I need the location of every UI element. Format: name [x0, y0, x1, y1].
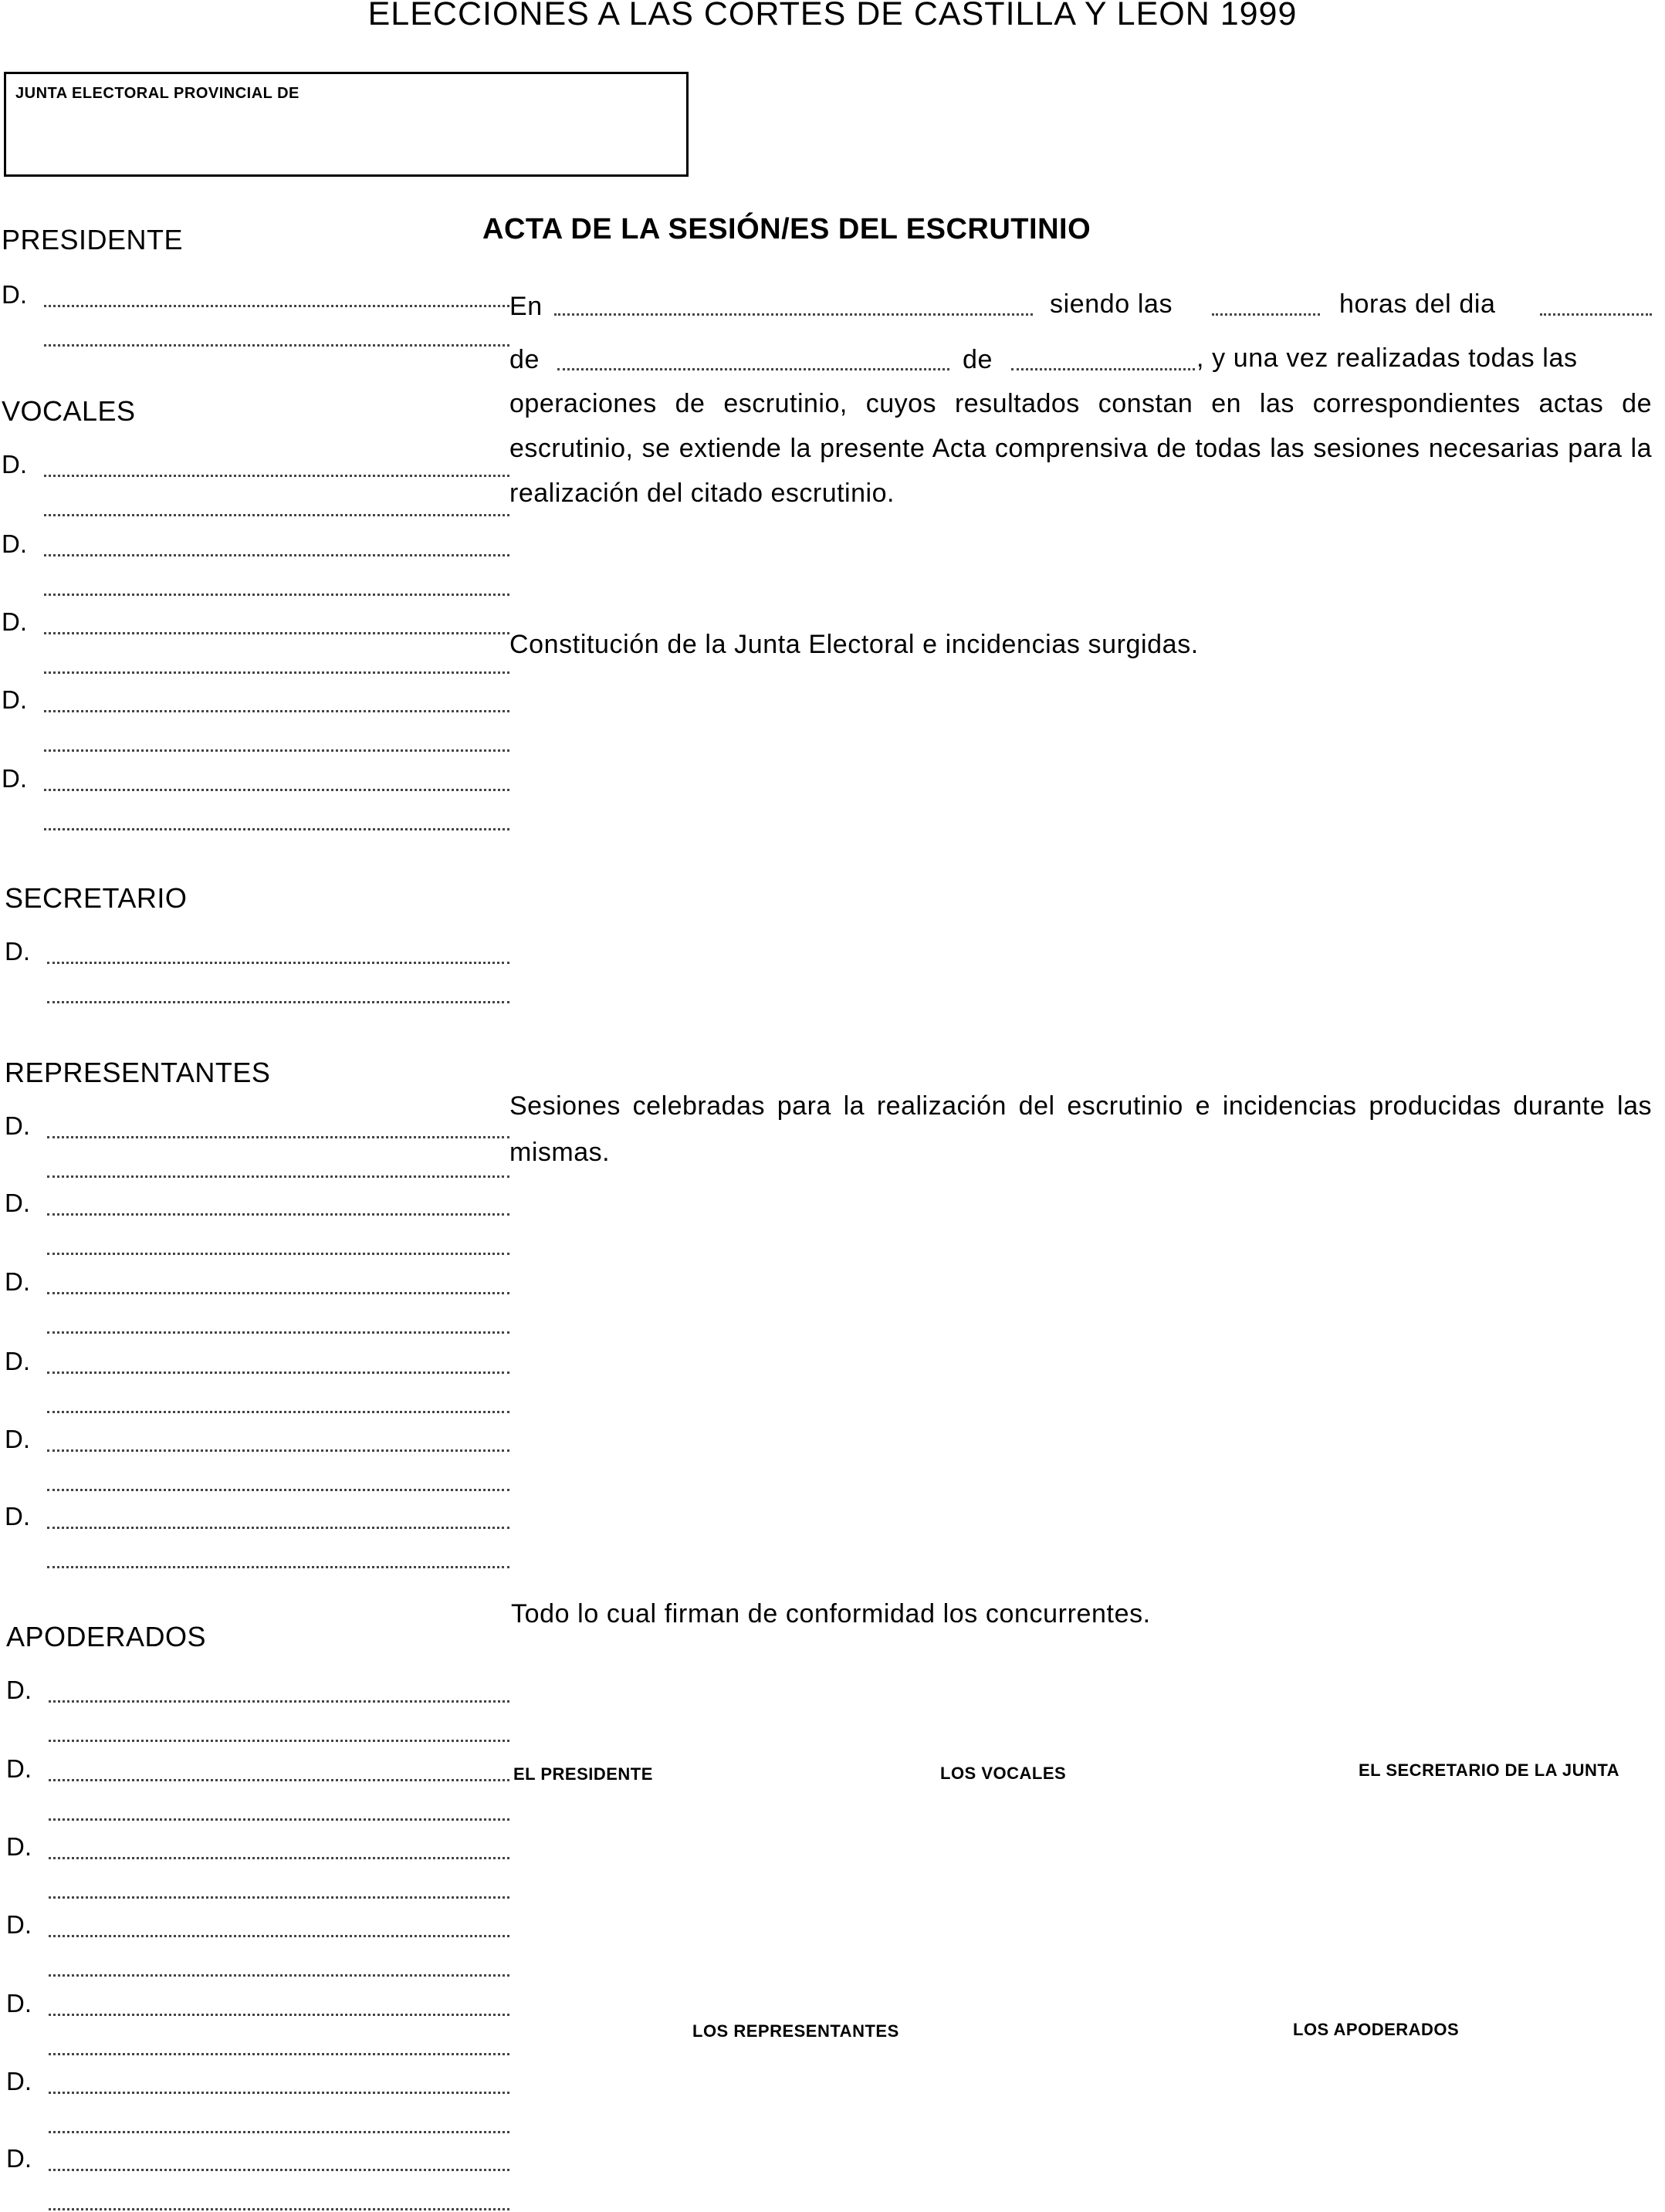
- realizadas-text: , y una vez realizadas todas las: [1196, 343, 1578, 373]
- apoderado-2-name-field-cont[interactable]: [49, 1818, 509, 1821]
- siendo-las-label: siendo las: [1050, 289, 1173, 319]
- apoderado-3-name-field-cont[interactable]: [49, 1896, 509, 1899]
- representante-3-name-field[interactable]: [47, 1292, 509, 1294]
- apoderado-6-name-field-cont[interactable]: [49, 2131, 509, 2133]
- apoderado-3-name-field[interactable]: [49, 1857, 509, 1859]
- vocal-3-name-field-cont[interactable]: [44, 671, 509, 674]
- representante-4-d-label: D.: [5, 1347, 30, 1375]
- apoderado-7-name-field[interactable]: [49, 2169, 509, 2171]
- presidente-heading: PRESIDENTE: [2, 224, 184, 255]
- apoderado-4-name-field-cont[interactable]: [49, 1974, 509, 1977]
- anio-field[interactable]: [1011, 368, 1195, 370]
- apoderado-6-d-label: D.: [6, 2067, 32, 2095]
- apoderado-5-name-field[interactable]: [49, 2014, 509, 2016]
- representante-5-name-field-cont[interactable]: [47, 1489, 509, 1491]
- apoderado-2-d-label: D.: [6, 1754, 32, 1783]
- vocal-3-d-label: D.: [2, 607, 27, 636]
- sig-presidente: EL PRESIDENTE: [513, 1764, 653, 1784]
- vocal-2-name-field[interactable]: [44, 554, 509, 556]
- junta-electoral-label: JUNTA ELECTORAL PROVINCIAL DE: [15, 85, 299, 102]
- apoderado-5-name-field-cont[interactable]: [49, 2053, 509, 2055]
- representante-6-name-field[interactable]: [47, 1527, 509, 1529]
- presidente-1-name-field[interactable]: [44, 305, 509, 307]
- secretario-1-d-label: D.: [5, 937, 30, 966]
- vocal-4-name-field[interactable]: [44, 710, 509, 712]
- acta-paragraph: operaciones de escrutinio, cuyos resultados constan en las correspondientes actas de escrutinio, se extiende la presente Acta comprensiva de todas las sesiones necesarias para la realización del citado escrutinio.: [509, 389, 1652, 508]
- firma-statement: Todo lo cual firman de conformidad los concurrentes.: [511, 1599, 1151, 1629]
- vocal-5-name-field[interactable]: [44, 789, 509, 791]
- document-title: ELECCIONES A LAS CORTES DE CASTILLA Y LEON 1999: [367, 0, 1298, 32]
- representante-1-name-field-cont[interactable]: [47, 1175, 509, 1178]
- vocal-2-name-field-cont[interactable]: [44, 594, 509, 596]
- lugar-field[interactable]: [554, 313, 1033, 316]
- representante-1-d-label: D.: [5, 1111, 30, 1140]
- apoderado-1-name-field[interactable]: [49, 1700, 509, 1703]
- vocal-1-name-field[interactable]: [44, 475, 509, 477]
- sesiones-heading: Sesiones celebradas para la realización del escrutinio e incidencias producidas durante las mismas.: [509, 1091, 1652, 1167]
- sig-representantes: LOS REPRESENTANTES: [692, 2021, 899, 2041]
- representante-6-name-field-cont[interactable]: [47, 1566, 509, 1568]
- constitucion-heading: Constitución de la Junta Electoral e incidencias surgidas.: [509, 630, 1199, 659]
- sig-vocales: LOS VOCALES: [940, 1764, 1067, 1783]
- horas-del-dia-label: horas del dia: [1339, 289, 1496, 319]
- apoderado-5-d-label: D.: [6, 1989, 32, 2018]
- vocal-3-name-field[interactable]: [44, 632, 509, 634]
- vocal-4-name-field-cont[interactable]: [44, 749, 509, 752]
- representantes-heading: REPRESENTANTES: [5, 1057, 271, 1088]
- apoderado-4-d-label: D.: [6, 1910, 32, 1939]
- en-label: En: [509, 292, 543, 321]
- representante-5-d-label: D.: [5, 1425, 30, 1453]
- vocal-5-name-field-cont[interactable]: [44, 828, 509, 830]
- sig-secretario: EL SECRETARIO DE LA JUNTA: [1359, 1760, 1620, 1780]
- dia-field[interactable]: [1540, 313, 1652, 316]
- apoderado-2-name-field[interactable]: [49, 1779, 509, 1781]
- vocales-heading: VOCALES: [2, 395, 136, 427]
- representante-4-name-field[interactable]: [47, 1372, 509, 1374]
- apoderado-7-name-field-cont[interactable]: [49, 2208, 509, 2210]
- secretario-1-name-field-cont[interactable]: [47, 1001, 509, 1003]
- apoderado-1-d-label: D.: [6, 1676, 32, 1704]
- sig-apoderados: LOS APODERADOS: [1293, 2020, 1460, 2039]
- representante-5-name-field[interactable]: [47, 1449, 509, 1452]
- vocal-1-name-field-cont[interactable]: [44, 514, 509, 516]
- representante-1-name-field[interactable]: [47, 1136, 509, 1138]
- representante-2-name-field[interactable]: [47, 1213, 509, 1216]
- de-label-1: de: [509, 345, 540, 374]
- apoderado-7-d-label: D.: [6, 2144, 32, 2173]
- de-label-2: de: [963, 345, 993, 374]
- apoderado-6-name-field[interactable]: [49, 2092, 509, 2094]
- apoderado-4-name-field[interactable]: [49, 1935, 509, 1937]
- representante-3-name-field-cont[interactable]: [47, 1331, 509, 1334]
- representante-2-name-field-cont[interactable]: [47, 1253, 509, 1255]
- representante-3-d-label: D.: [5, 1267, 30, 1296]
- vocal-2-d-label: D.: [2, 529, 27, 558]
- mes-field[interactable]: [557, 368, 949, 370]
- vocal-4-d-label: D.: [2, 685, 27, 714]
- apoderados-heading: APODERADOS: [6, 1621, 207, 1652]
- representante-6-d-label: D.: [5, 1502, 30, 1530]
- representante-4-name-field-cont[interactable]: [47, 1411, 509, 1413]
- apoderado-1-name-field-cont[interactable]: [49, 1740, 509, 1742]
- hora-field[interactable]: [1212, 313, 1320, 316]
- presidente-1-d-label: D.: [2, 280, 27, 309]
- secretario-1-name-field[interactable]: [47, 962, 509, 964]
- vocal-1-d-label: D.: [2, 450, 27, 479]
- secretario-heading: SECRETARIO: [5, 882, 188, 914]
- representante-2-d-label: D.: [5, 1189, 30, 1217]
- apoderado-3-d-label: D.: [6, 1832, 32, 1861]
- acta-heading: ACTA DE LA SESIÓN/ES DEL ESCRUTINIO: [482, 213, 1091, 245]
- presidente-1-name-field-cont[interactable]: [44, 344, 509, 347]
- vocal-5-d-label: D.: [2, 764, 27, 793]
